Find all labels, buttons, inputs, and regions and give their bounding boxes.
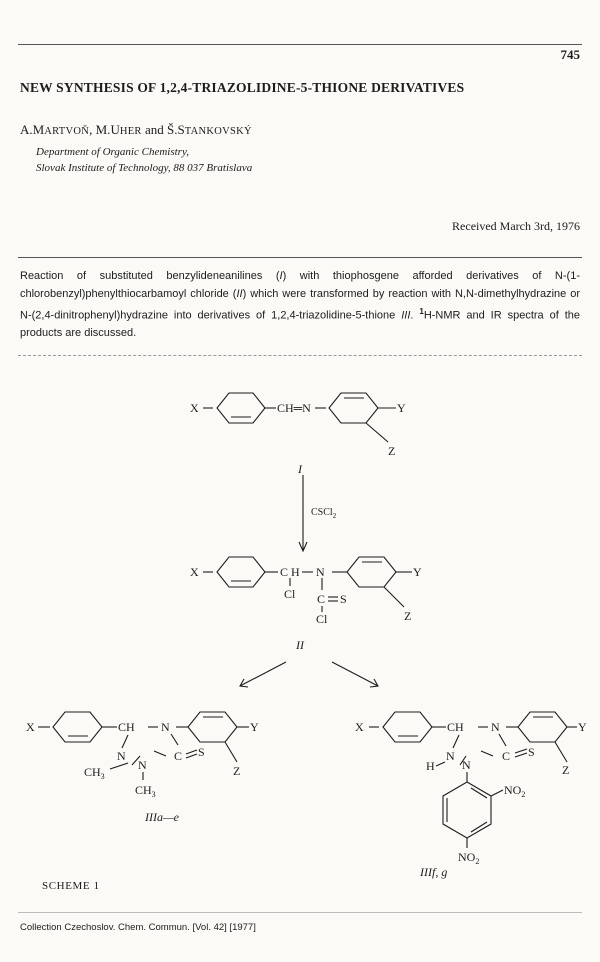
ring-n1-IIIa: N [117, 749, 126, 763]
ring-n4-IIIf: N [491, 720, 500, 734]
journal-footer: Collection Czechoslov. Chem. Commun. [Vol. 42] [1977] [20, 922, 256, 933]
chcl-carbon: C H [280, 565, 300, 579]
compound-IIIae-label: IIIa—e [145, 810, 179, 824]
imine-group: CH═N [277, 401, 311, 415]
subst-y-I: Y [397, 401, 406, 415]
compound-IIIfg-label: IIIf, g [420, 865, 448, 879]
ring-n2-IIIf: N [462, 758, 471, 772]
received-date: Received March 3rd, 1976 [452, 219, 580, 233]
top-rule [18, 44, 582, 45]
author-3: Š.STANKOVSKÝ [167, 122, 252, 137]
abstract-top-rule [18, 257, 582, 258]
subst-y-IIIf: Y [578, 720, 587, 734]
subst-y-II: Y [413, 565, 422, 579]
thione-s-IIIa: S [198, 745, 205, 759]
author-2: M.UHER [95, 122, 142, 137]
ring-n2-IIIa: N [138, 758, 147, 772]
thione-s-IIIf: S [528, 745, 535, 759]
ring-c5-IIIa: C [174, 749, 183, 763]
compound-I-label: I [298, 462, 302, 476]
authors-line: A.MARTVOŇ, M.UHER and Š.STANKOVSKÝ [20, 122, 252, 137]
scheme-caption: SCHEME 1 [42, 880, 100, 892]
subst-z-IIIf: Z [562, 763, 570, 777]
reagent-label: CSCl$_2$ [311, 507, 337, 520]
methyl-1-IIIa: $CH_3$ [84, 765, 105, 781]
thio-carbon: C [317, 592, 326, 606]
footer-rule [18, 912, 582, 913]
ring-n1-IIIf: N [446, 749, 455, 763]
ring-h-IIIf: H [426, 759, 435, 773]
ring-ch-IIIa: CH [118, 720, 135, 734]
ring-ch-IIIf: CH [447, 720, 464, 734]
nitro-para: $NO_2$ [458, 850, 480, 866]
abstract: Reaction of substituted benzylideneanilines (I) with thiophosgene afforded derivatives of N-(1-chlorobenzyl)phenylthiocarbamoyl chloride (II) which were transformed by reaction with N,N-dimethylhydrazine or N-(2,4-dinitrophenyl)hydrazine into derivatives of 1,2,4-triazolidine-5-thione III. $^1$H-NMR and IR spectra of the products are discussed. [20, 270, 580, 340]
ring-n4-IIIa: N [161, 720, 170, 734]
subst-x-II: X [190, 565, 199, 579]
carbamoyl-chlorine: Cl [316, 612, 328, 626]
subst-z-IIIa: Z [233, 764, 241, 778]
article-title: NEW SYNTHESIS OF 1,2,4-TRIAZOLIDINE-5-THIONE DERIVATIVES [20, 80, 465, 95]
nitro-ortho: $NO_2$ [504, 783, 526, 799]
subst-x-IIIa: X [26, 720, 35, 734]
compound-II-label: II [296, 638, 304, 652]
ring-c5-IIIf: C [502, 749, 511, 763]
author-1: A.MARTVOŇ [20, 122, 90, 137]
subst-z-II: Z [404, 609, 412, 623]
reaction-scheme [0, 370, 600, 880]
page-number: 745 [560, 47, 580, 62]
subst-x-I: X [190, 401, 199, 415]
subst-z-I: Z [388, 444, 396, 458]
abstract-bottom-rule [18, 355, 582, 356]
subst-y-IIIa: Y [250, 720, 259, 734]
thio-sulfur: S [340, 592, 347, 606]
methyl-2-IIIa: $CH_3$ [135, 783, 156, 799]
affiliation-line-2: Slovak Institute of Technology, 88 037 Bratislava [36, 162, 253, 174]
amide-nitrogen: N [316, 565, 325, 579]
affiliation-line-1: Department of Organic Chemistry, [36, 146, 189, 158]
chcl-chlorine: Cl [284, 587, 296, 601]
subst-x-IIIf: X [355, 720, 364, 734]
